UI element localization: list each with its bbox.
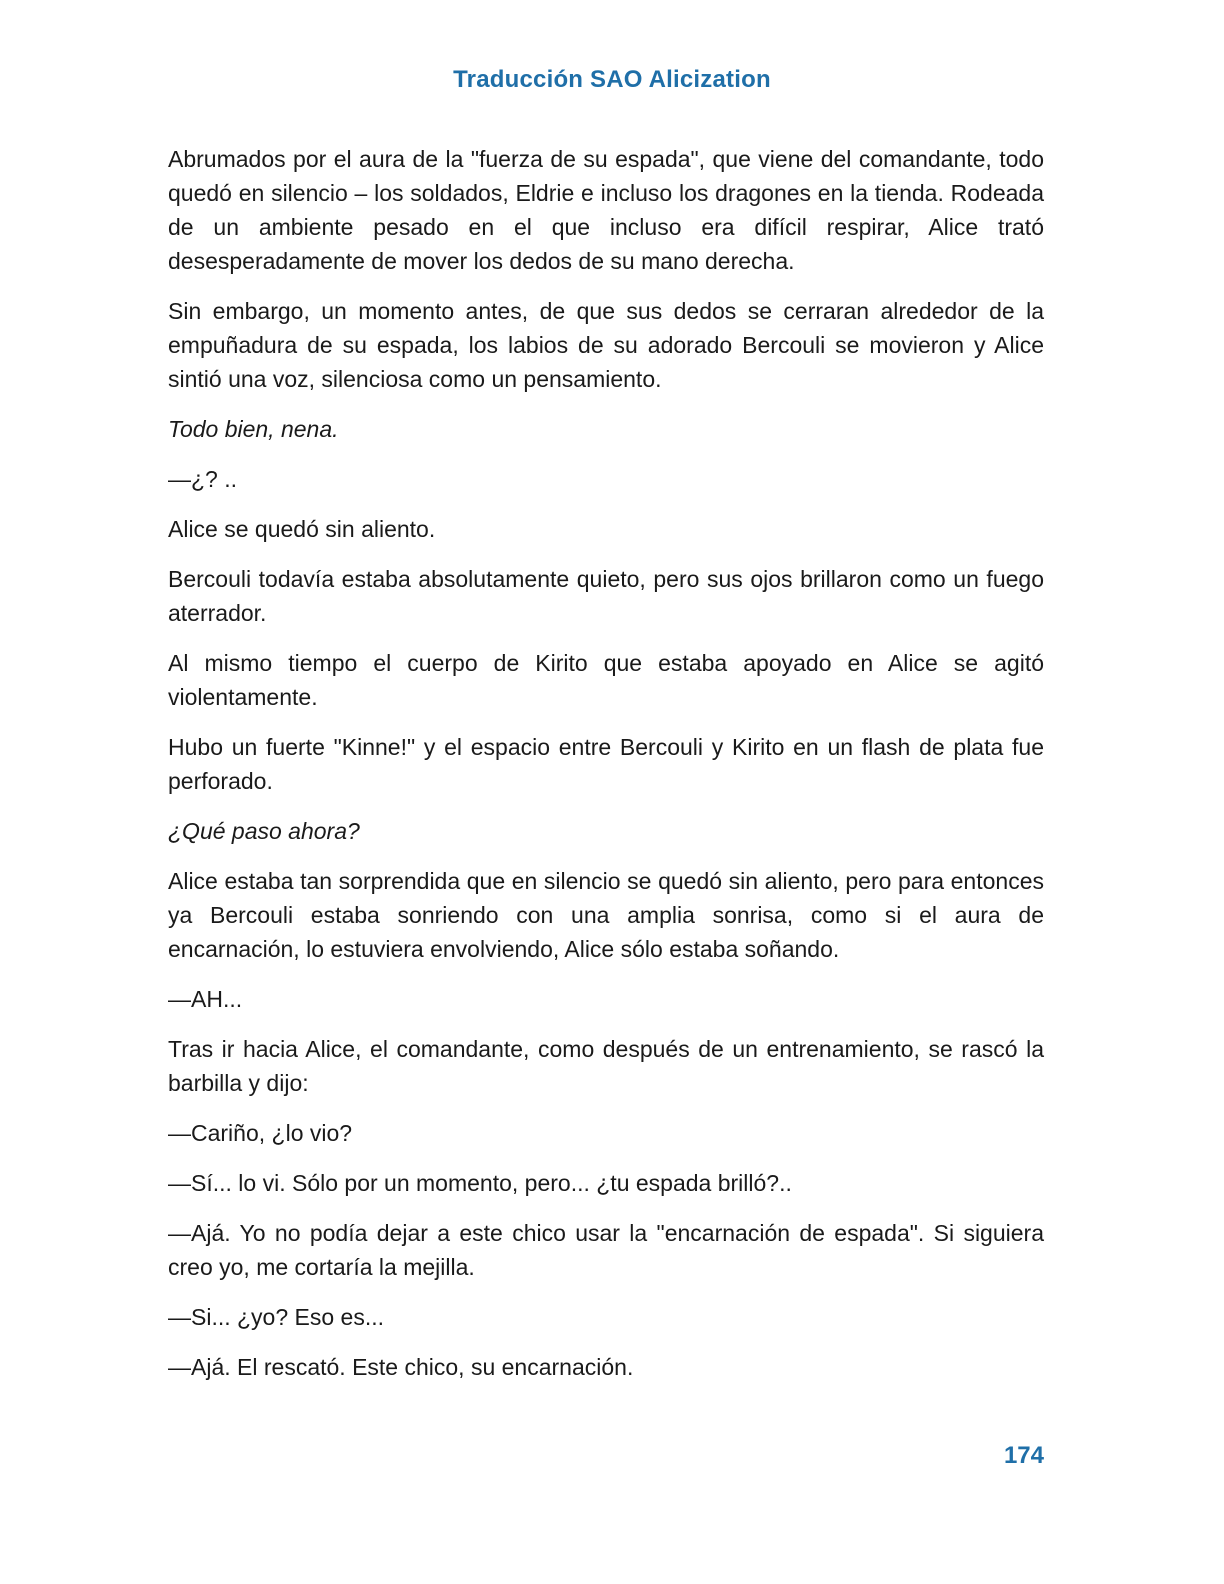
paragraph-dialogue: —Ajá. El rescató. Este chico, su encarnación. bbox=[168, 1354, 634, 1380]
paragraph: Al mismo tiempo el cuerpo de Kirito que estaba apoyado en Alice se agitó violentamente. bbox=[168, 650, 1044, 710]
paragraph-dialogue: —Sí... lo vi. Sólo por un momento, pero... ¿tu espada brilló?.. bbox=[168, 1170, 792, 1196]
paragraph: Hubo un fuerte "Kinne!" y el espacio entre Bercouli y Kirito en un flash de plata fue perforado. bbox=[168, 734, 1044, 794]
page-header-title: Traducción SAO Alicization bbox=[453, 66, 771, 93]
paragraph-dialogue: —Cariño, ¿lo vio? bbox=[168, 1120, 353, 1146]
body-text bbox=[168, 142, 1044, 1400]
paragraph: Abrumados por el aura de la "fuerza de su espada", que viene del comandante, todo quedó en silencio – los soldados, Eldrie e incluso los dragones en la tienda. Rodeada de un ambiente pesado en el que incluso era difícil respirar, Alice trató desesperadamente de mover los dedos de su mano derecha. bbox=[168, 146, 1044, 274]
paragraph-dialogue: —Si... ¿yo? Eso es... bbox=[168, 1304, 385, 1330]
paragraph-dialogue: —AH... bbox=[168, 986, 243, 1012]
paragraph-dialogue: —Ajá. Yo no podía dejar a este chico usar la "encarnación de espada". Si siguiera creo yo, me cortaría la mejilla. bbox=[168, 1220, 1044, 1280]
paragraph-thought: ¿Qué paso ahora? bbox=[168, 818, 360, 844]
paragraph: Alice estaba tan sorprendida que en silencio se quedó sin aliento, pero para entonces ya Bercouli estaba sonriendo con una amplia sonrisa, como si el aura de encarnación, lo estuviera envolviendo, Alice sólo estaba soñando. bbox=[168, 868, 1044, 962]
paragraph: Bercouli todavía estaba absolutamente quieto, pero sus ojos brillaron como un fuego aterrador. bbox=[168, 566, 1044, 626]
paragraph-thought: Todo bien, nena. bbox=[168, 416, 339, 442]
paragraph: Alice se quedó sin aliento. bbox=[168, 516, 436, 542]
paragraph-dialogue: —¿? .. bbox=[168, 466, 238, 492]
paragraph: Tras ir hacia Alice, el comandante, como después de un entrenamiento, se rascó la barbilla y dijo: bbox=[168, 1036, 1044, 1096]
paragraph: Sin embargo, un momento antes, de que sus dedos se cerraran alrededor de la empuñadura de su espada, los labios de su adorado Bercouli se movieron y Alice sintió una voz, silenciosa como un pensamiento. bbox=[168, 298, 1044, 392]
page-number: 174 bbox=[1003, 1442, 1044, 1469]
